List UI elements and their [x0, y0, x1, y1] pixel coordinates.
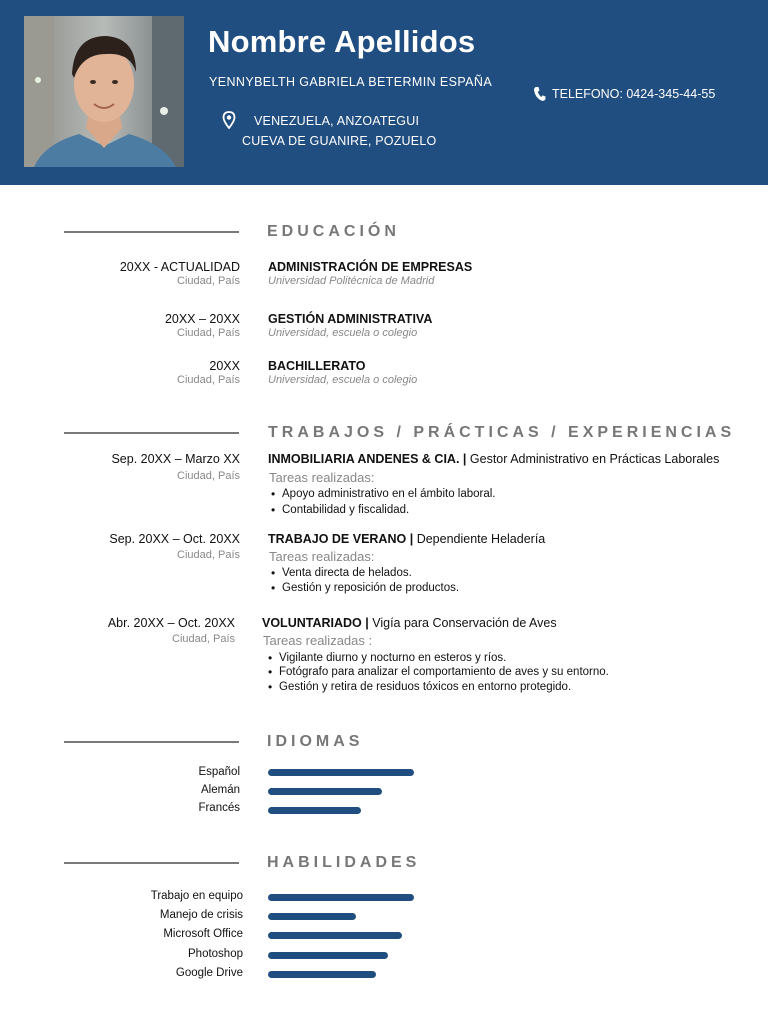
task-item: • Gestión y reposición de productos.: [282, 582, 459, 594]
task-item: • Contabilidad y fiscalidad.: [282, 504, 409, 516]
task-item: • Apoyo administrativo en el ámbito laboral.: [282, 488, 496, 500]
education-school: Universidad Politécnica de Madrid: [268, 275, 435, 287]
phone-contact: [533, 86, 715, 102]
profile-photo: [24, 16, 184, 167]
person-name: Nombre Apellidos: [208, 24, 476, 59]
job-company: VOLUNTARIADO: [262, 616, 362, 630]
job-company: INMOBILIARIA ANDENES & CIA.: [268, 452, 460, 466]
education-title: GESTIÓN ADMINISTRATIVA: [268, 312, 433, 326]
job-role: Gestor Administrativo en Prácticas Laborales: [469, 452, 720, 466]
education-divider: [64, 231, 239, 233]
skill-level-bar: [268, 894, 414, 901]
education-date: 20XX: [209, 359, 240, 373]
person-full-name: YENNYBELTH GABRIELA BETERMIN ESPAÑA: [209, 75, 493, 89]
tasks-label: Tareas realizadas:: [269, 549, 375, 564]
job-city: Ciudad, País: [177, 470, 240, 482]
education-title: ADMINISTRACIÓN DE EMPRESAS: [268, 260, 473, 274]
job-header: [262, 616, 557, 630]
skill-label: Microsoft Office: [163, 928, 243, 940]
skill-label: Trabajo en equipo: [150, 890, 243, 902]
skills-heading: HABILIDADES: [267, 854, 421, 871]
job-header: [268, 532, 545, 546]
address-line-2: CUEVA DE GUANIRE, POZUELO: [242, 134, 437, 148]
job-date: Abr. 20XX – Oct. 20XX: [107, 616, 235, 630]
job-city: Ciudad, País: [172, 633, 235, 645]
language-level-bar: [268, 788, 382, 795]
skill-level-bar: [268, 971, 376, 978]
task-item: • Fotógrafo para analizar el comportamiento de aves y su entorno.: [279, 666, 609, 678]
header-banner: [0, 0, 768, 185]
phone-text: TELEFONO: 0424-345-44-55: [552, 87, 716, 101]
education-city: Ciudad, País: [177, 374, 240, 386]
tasks-label: Tareas realizadas :: [263, 633, 373, 648]
languages-divider: [64, 741, 239, 743]
education-city: Ciudad, País: [177, 327, 240, 339]
address-line-1: VENEZUELA, ANZOATEGUI: [254, 114, 420, 128]
location-pin-icon: [222, 111, 236, 129]
language-level-bar: [268, 807, 361, 814]
skill-label: Google Drive: [175, 967, 243, 979]
education-school: Universidad, escuela o colegio: [268, 327, 418, 339]
skill-label: Photoshop: [188, 948, 243, 960]
education-date: 20XX - ACTUALIDAD: [119, 260, 240, 274]
education-school: Universidad, escuela o colegio: [268, 374, 418, 386]
skill-label: Manejo de crisis: [159, 909, 243, 921]
tasks-label: Tareas realizadas:: [269, 470, 375, 485]
task-item: • Vigilante diurno y nocturno en esteros y ríos.: [279, 652, 506, 664]
education-city: Ciudad, País: [177, 275, 240, 287]
job-city: Ciudad, País: [177, 549, 240, 561]
education-date: 20XX – 20XX: [164, 312, 240, 326]
skill-level-bar: [268, 952, 388, 959]
job-role: Dependiente Heladería: [416, 532, 546, 546]
languages-heading: IDIOMAS: [267, 733, 364, 750]
job-date: Sep. 20XX – Oct. 20XX: [109, 532, 240, 546]
language-label: Francés: [198, 802, 240, 814]
language-level-bar: [268, 769, 414, 776]
skills-divider: [64, 862, 239, 864]
job-separator: |: [409, 532, 414, 546]
education-heading: EDUCACIÓN: [267, 223, 400, 240]
task-item: • Gestión y retira de residuos tóxicos en entorno protegido.: [279, 681, 571, 693]
job-header: [268, 452, 719, 466]
skill-level-bar: [268, 913, 356, 920]
job-company: TRABAJO DE VERANO: [268, 532, 407, 546]
job-role: Vigía para Conservación de Aves: [372, 616, 557, 630]
education-title: BACHILLERATO: [268, 359, 366, 373]
task-item: • Venta directa de helados.: [282, 567, 412, 579]
job-separator: |: [365, 616, 369, 630]
language-label: Alemán: [201, 784, 240, 796]
phone-icon: [533, 86, 546, 102]
language-label: Español: [198, 766, 240, 778]
experience-heading: TRABAJOS / PRÁCTICAS / EXPERIENCIAS: [268, 424, 736, 441]
experience-divider: [64, 432, 239, 434]
job-separator: |: [462, 452, 467, 466]
skill-level-bar: [268, 932, 402, 939]
job-date: Sep. 20XX – Marzo XX: [111, 452, 240, 466]
